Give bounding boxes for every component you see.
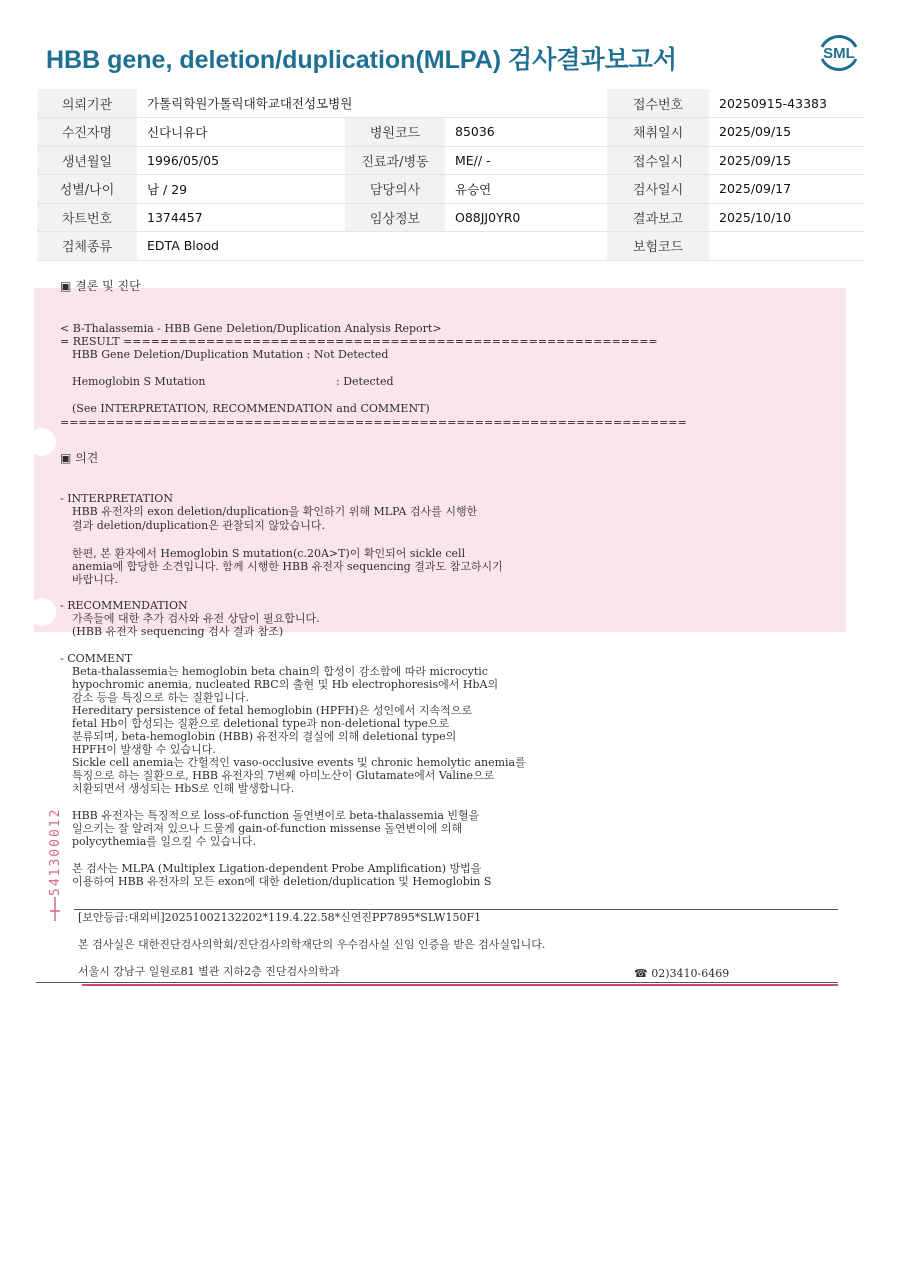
value-birth-date: 1996/05/05 xyxy=(137,146,345,175)
comment-heading: - COMMENT xyxy=(60,652,133,665)
patient-info-table xyxy=(37,89,864,261)
interpretation-line: anemia에 합당한 소견입니다. 함께 시행한 HBB 유전자 sequencing 결과도 참고하시기 xyxy=(72,560,503,573)
interpretation-line: 결과 deletion/duplication은 관찰되지 않았습니다. xyxy=(72,519,325,532)
value-patient-name: 신다니유다 xyxy=(137,118,345,147)
value-chart-number: 1374457 xyxy=(137,203,345,232)
label-collection-date: 채취일시 xyxy=(607,118,709,147)
info-row xyxy=(37,89,864,118)
comment-line: 특징으로 하는 질환으로, HBB 유전자의 7번째 아미노산이 Glutamate에서 Valine으로 xyxy=(72,769,495,782)
certification-line: 본 검사실은 대한진단검사의학회/진단검사의학재단의 우수검사실 신임 인증을 받은 검사실입니다. xyxy=(78,938,546,951)
value-sex-age: 남 / 29 xyxy=(137,175,345,204)
recommendation-heading: - RECOMMENDATION xyxy=(60,599,188,612)
recommendation-line: (HBB 유전자 sequencing 검사 결과 참조) xyxy=(72,625,284,638)
interpretation-line: 바랍니다. xyxy=(72,573,119,586)
lab-phone: ☎ 02)3410-6469 xyxy=(634,967,730,980)
label-accession-number: 접수번호 xyxy=(607,89,709,118)
footer-rule xyxy=(74,909,838,910)
label-patient-name: 수진자명 xyxy=(37,118,137,147)
value-test-date: 2025/09/17 xyxy=(709,175,864,204)
comment-line: 본 검사는 MLPA (Multiplex Ligation-dependent Probe Amplification) 방법을 xyxy=(72,862,482,875)
opinion-heading: ▣ 의견 xyxy=(60,451,99,465)
comment-line: 일으키는 잘 알려져 있으나 드물게 gain-of-function missense 돌연변이에 의해 xyxy=(72,822,463,835)
sml-logo xyxy=(816,30,862,76)
label-insurance-code: 보험코드 xyxy=(607,232,709,261)
comment-line: 이용하여 HBB 유전자의 모든 exon에 대한 deletion/duplication 및 Hemoglobin S xyxy=(72,875,492,888)
bottom-pink-rule xyxy=(82,984,838,986)
value-report-date: 2025/10/10 xyxy=(709,203,864,232)
info-row xyxy=(37,118,864,147)
info-row xyxy=(37,232,864,261)
label-chart-number: 차트번호 xyxy=(37,203,137,232)
label-specimen-type: 검체종류 xyxy=(37,232,137,261)
result-hbs-value: : Detected xyxy=(336,375,394,388)
scanned-report xyxy=(34,268,846,988)
see-note: (See INTERPRETATION, RECOMMENDATION and COMMENT) xyxy=(72,402,430,415)
label-department: 진료과/병동 xyxy=(345,146,445,175)
comment-line: polycythemia를 일으킬 수 있습니다. xyxy=(72,835,256,848)
value-insurance-code xyxy=(709,232,864,261)
side-cross-mark xyxy=(50,897,60,921)
comment-line: 치환되면서 생성되는 HbS로 인해 발생합니다. xyxy=(72,782,295,795)
comment-line: 분류되며, beta-hemoglobin (HBB) 유전자의 결실에 의해 deletional type의 xyxy=(72,730,457,743)
label-received-date: 접수일시 xyxy=(607,146,709,175)
interpretation-line: 한편, 본 환자에서 Hemoglobin S mutation(c.20A>T)이 확인되어 sickle cell xyxy=(72,547,466,560)
result-divider: = RESULT ========================================================== xyxy=(60,335,658,348)
comment-line: hypochromic anemia, nucleated RBC의 출현 및 Hb electrophoresis에서 HbA의 xyxy=(72,678,499,691)
interpretation-heading: - INTERPRETATION xyxy=(60,492,173,505)
value-accession-number: 20250915-43383 xyxy=(709,89,864,118)
comment-line: Beta-thalassemia는 hemoglobin beta chain의 합성이 감소함에 따라 microcytic xyxy=(72,665,488,678)
lab-address: 서울시 강남구 일원로81 별관 지하2층 진단검사의학과 xyxy=(78,965,340,978)
bottom-rule xyxy=(36,982,838,983)
punch-hole xyxy=(28,428,56,456)
recommendation-line: 가족들에 대한 추가 검사와 유전 상담이 필요합니다. xyxy=(72,612,320,625)
report-title: HBB gene, deletion/duplication(MLPA) 검사결과보고서 xyxy=(46,46,678,74)
comment-line: HPFH이 발생할 수 있습니다. xyxy=(72,743,216,756)
value-hospital-code: 85036 xyxy=(445,118,607,147)
result-hbb-deletion: HBB Gene Deletion/Duplication Mutation : Not Detected xyxy=(72,348,389,361)
value-specimen-type: EDTA Blood xyxy=(137,232,607,261)
value-clinical-info: O88JJ0YR0 xyxy=(445,203,607,232)
comment-line: Sickle cell anemia는 간헐적인 vaso-occlusive events 및 chronic hemolytic anemia를 xyxy=(72,756,526,769)
result-end-divider: ==================================================================== xyxy=(60,416,687,429)
value-department: ME// - xyxy=(445,146,607,175)
value-requesting-institution: 가톨릭학원가톨릭대학교대전성모병원 xyxy=(137,89,607,118)
logo-text: SML xyxy=(823,45,855,62)
value-received-date: 2025/09/15 xyxy=(709,146,864,175)
label-test-date: 검사일시 xyxy=(607,175,709,204)
label-requesting-institution: 의뢰기관 xyxy=(37,89,137,118)
side-serial-number: 541300012 xyxy=(48,807,63,896)
label-hospital-code: 병원코드 xyxy=(345,118,445,147)
info-row xyxy=(37,203,864,232)
label-report-date: 결과보고 xyxy=(607,203,709,232)
info-row xyxy=(37,175,864,204)
report-subtitle: < B-Thalassemia - HBB Gene Deletion/Duplication Analysis Report> xyxy=(60,322,442,335)
label-clinical-info: 임상정보 xyxy=(345,203,445,232)
comment-line: fetal Hb이 합성되는 질환으로 deletional type과 non-deletional type으로 xyxy=(72,717,450,730)
interpretation-line: HBB 유전자의 exon deletion/duplication을 확인하기 위해 MLPA 검사를 시행한 xyxy=(72,505,478,518)
security-line: [보안등급:대외비]20251002132202*119.4.22.58*신연진PP7895*SLW150F1 xyxy=(78,911,482,924)
info-row xyxy=(37,146,864,175)
comment-line: Hereditary persistence of fetal hemoglobin (HPFH)은 성인에서 지속적으로 xyxy=(72,704,472,717)
comment-line: 감소 등을 특징으로 하는 질환입니다. xyxy=(72,691,249,704)
label-physician: 담당의사 xyxy=(345,175,445,204)
comment-line: HBB 유전자는 특징적으로 loss-of-function 돌연변이로 beta-thalassemia 빈혈을 xyxy=(72,809,480,822)
value-collection-date: 2025/09/15 xyxy=(709,118,864,147)
punch-hole xyxy=(28,598,56,626)
conclusion-heading: ▣ 결론 및 진단 xyxy=(60,279,141,293)
label-birth-date: 생년월일 xyxy=(37,146,137,175)
value-physician: 유승연 xyxy=(445,175,607,204)
label-sex-age: 성별/나이 xyxy=(37,175,137,204)
result-hbs-label: Hemoglobin S Mutation xyxy=(72,375,206,388)
